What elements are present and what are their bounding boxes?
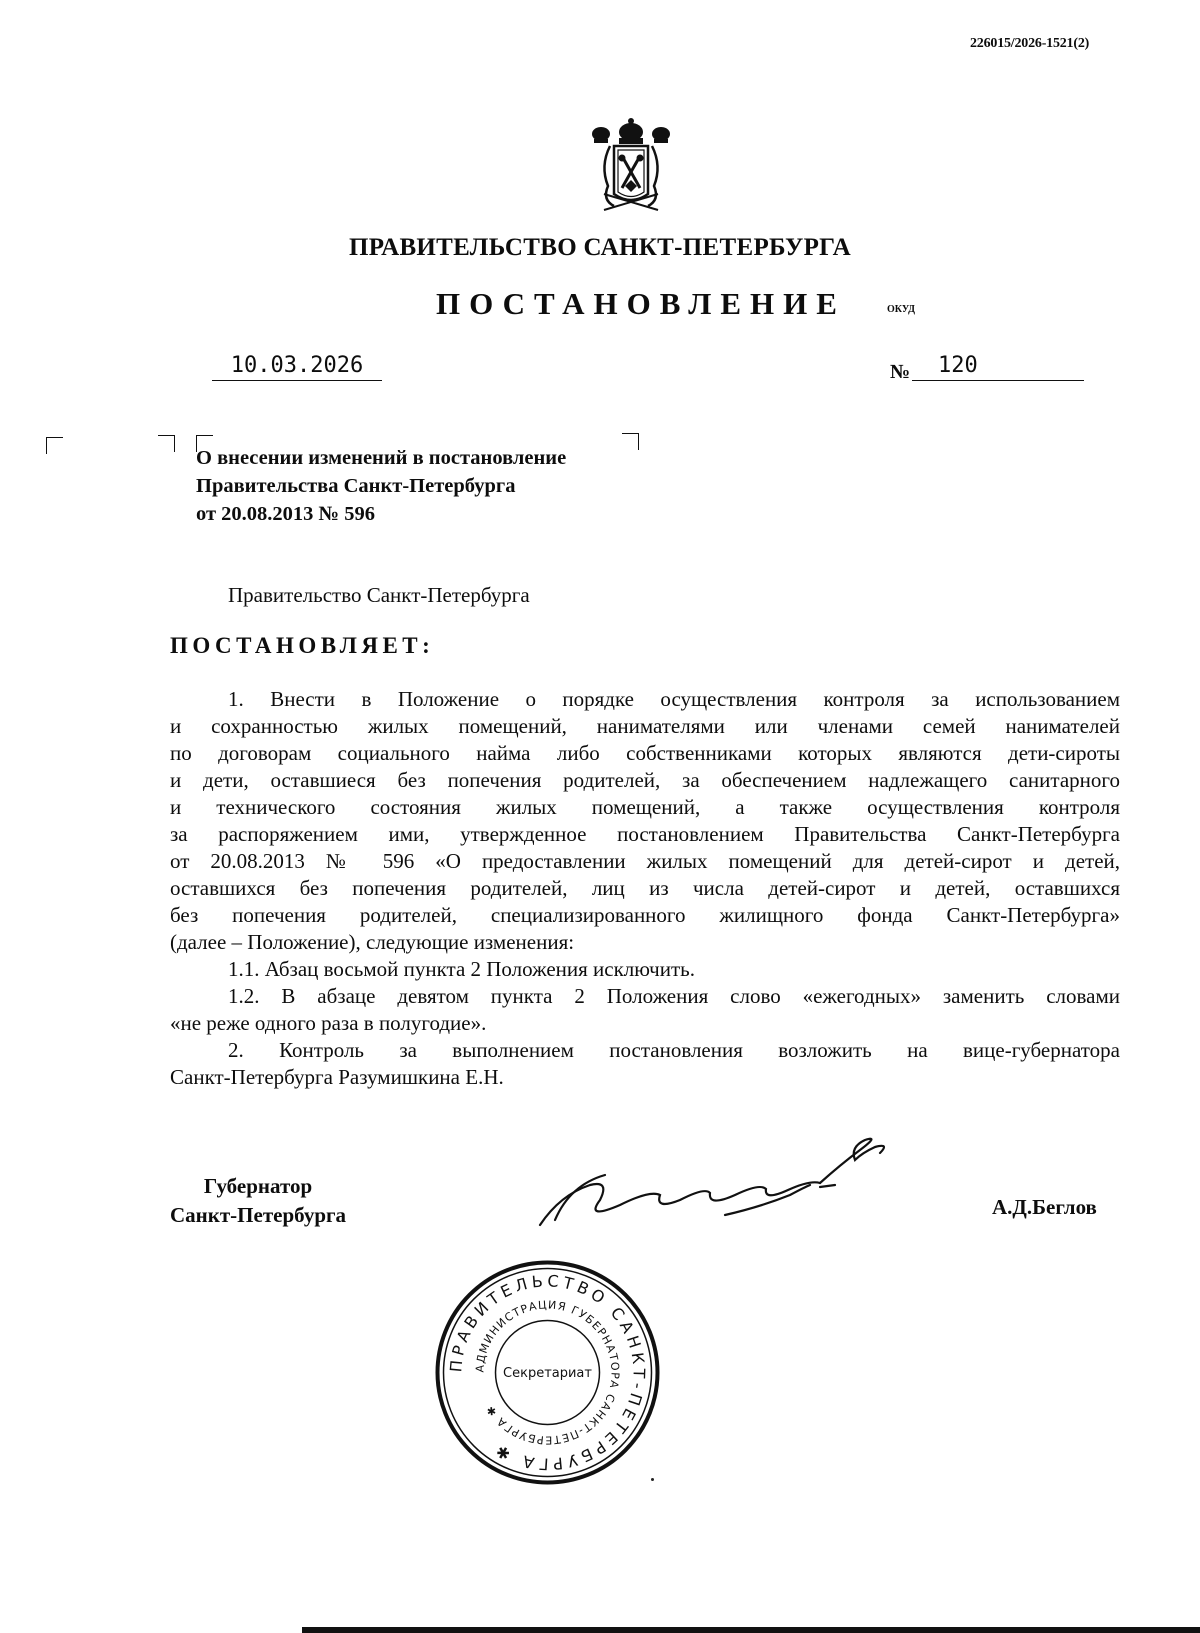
body-line: 2. Контроль за выполнением постановления возложить на вице-губернатора [228,1038,1120,1062]
signatory-name: А.Д.Беглов [992,1195,1097,1219]
subject-line: О внесении изменений в постановление [196,447,567,469]
handwritten-signature-icon [530,1125,930,1245]
preamble-government: Правительство Санкт-Петербурга [228,583,530,607]
svg-text:АДМИНИСТРАЦИЯ ГУБЕРНАТОРА САНК: АДМИНИСТРАЦИЯ ГУБЕРНАТОРА САНКТ-ПЕТЕРБУРГА ✱ [473,1298,622,1447]
body-line: за распоряжением ими, утвержденное постановлением Правительства Санкт-Петербурга [170,822,1120,846]
signatory-title-line: Губернатор [203,1174,313,1198]
subject-line: Правительства Санкт-Петербурга [196,475,516,497]
decrees-heading: ПОСТАНОВЛЯЕТ: [170,633,435,658]
scan-speck [651,1478,654,1481]
signatory-title [170,1172,346,1230]
document-subject [196,444,566,528]
body-line: Санкт-Петербурга Разумишкина Е.Н. [170,1065,504,1089]
body-line: по договорам социального найма либо собственниками которых являются дети-сироты [170,741,1120,765]
svg-text:ПРАВИТЕЛЬСТВО САНКТ-ПЕТЕРБУРГА: ПРАВИТЕЛЬСТВО САНКТ-ПЕТЕРБУРГА ✱ [446,1271,649,1474]
okud-label: ОКУД [887,304,916,315]
scan-edge-bar [302,1627,1200,1633]
signatory-title-line: Санкт-Петербурга [170,1203,347,1227]
decree-body [170,686,1120,1091]
subject-line: от 20.08.2013 № 596 [196,503,376,525]
body-line: 1.2. В абзаце девятом пункта 2 Положения слово «ежегодных» заменить словами [228,984,1120,1008]
official-round-seal-icon [435,1260,660,1485]
document-registration-number: 226015/2026-1521(2) [970,36,1090,51]
body-line: и дети, оставшиеся без попечения родителей, за обеспечением надлежащего санитарного [170,768,1120,792]
body-line: от 20.08.2013 № 596 «О предоставлении жилых помещений для детей-сирот и детей, [170,849,1120,873]
body-line: и сохранностью жилых помещений, нанимателями или членами семей нанимателей [170,714,1120,738]
corner-mark [46,437,63,454]
svg-text:Секретариат: Секретариат [503,1366,592,1381]
document-number: 120 [912,353,1084,381]
body-line: и технического состояния жилых помещений, а также осуществления контроля [170,795,1120,819]
body-line: 1. Внести в Положение о порядке осуществления контроля за использованием [228,687,1120,711]
saint-petersburg-coat-of-arms-icon [584,116,678,214]
corner-mark [158,435,175,452]
government-title: ПРАВИТЕЛЬСТВО САНКТ-ПЕТЕРБУРГА [348,234,852,261]
body-line: оставшихся без попечения родителей, лиц из числа детей-сирот и детей, оставшихся [170,876,1120,900]
body-line: (далее – Положение), следующие изменения: [170,930,575,954]
body-line: без попечения родителей, специализированного жилищного фонда Санкт-Петербурга» [170,903,1120,927]
body-line: 1.1. Абзац восьмой пункта 2 Положения исключить. [228,957,695,981]
document-date: 10.03.2026 [212,353,382,381]
corner-mark [622,433,639,450]
document-type-title: ПОСТАНОВЛЕНИЕ [436,286,846,321]
body-line: «не реже одного раза в полугодие». [170,1011,487,1035]
number-sign: № [890,361,911,383]
